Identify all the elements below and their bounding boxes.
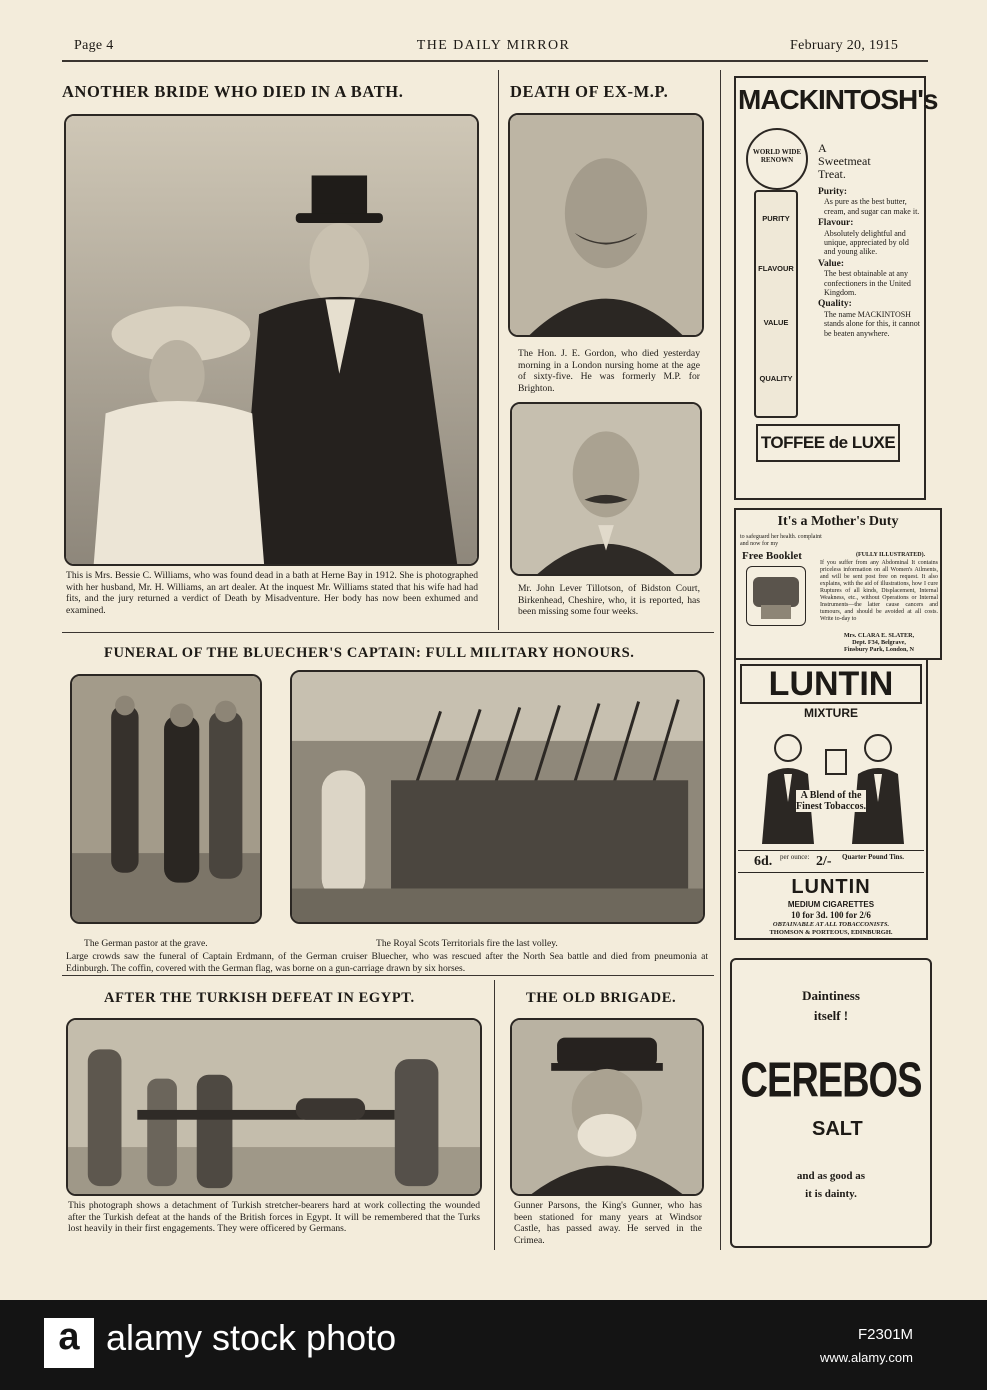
address-line: Dept. F34, Belgrave, xyxy=(852,639,906,646)
booklet-illustration xyxy=(746,566,806,626)
free-booklet: Free Booklet xyxy=(742,550,802,562)
ad-cerebos xyxy=(730,958,932,1248)
luntin-brand: LUNTIN xyxy=(740,664,922,704)
luntin-obtainable: OBTAINABLE AT ALL TOBACCONISTS. xyxy=(772,921,890,928)
address-line: Mrs. CLARA E. SLATER, xyxy=(843,632,915,639)
caption-gordon: The Hon. J. E. Gordon, who died yesterday morning in a London nursing home at the age of sixty-five. He was formerly M.P. for Brighton. xyxy=(518,348,700,394)
toffee-de-luxe-label: TOFFEE de LUXE xyxy=(756,424,900,462)
luntin-cigarettes-brand: LUNTIN xyxy=(791,876,871,898)
masthead-date: February 20, 1915 xyxy=(790,38,899,53)
caption-parsons: Gunner Parsons, the King's Gunner, who has been stationed for many years at Windsor Castle, has passed away. He served in the Crimea. xyxy=(514,1200,702,1246)
luntin-maker: THOMSON & PORTEOUS, EDINBURGH. xyxy=(769,929,893,936)
bride-photo xyxy=(64,114,479,566)
caption-tillotson: Mr. John Lever Tillotson, of Bidston Court, Birkenhead, Cheshire, who, it is reported, has been missing some four weeks. xyxy=(518,583,700,618)
mothers-duty-headline: It's a Mother's Duty xyxy=(777,514,899,529)
item-text: Absolutely delightful and unique, appreciated by old and young alike. xyxy=(824,228,909,257)
luntin-per-ounce: per ounce: xyxy=(780,853,810,861)
masthead-title: THE DAILY MIRROR xyxy=(416,38,571,53)
masthead-rule xyxy=(62,60,928,62)
luntin-mixture: MIXTURE xyxy=(804,706,858,720)
ad-luntin xyxy=(734,658,928,940)
caption-bride: This is Mrs. Bessie C. Williams, who was found dead in a bath at Herne Bay in 1912. She is photographed with her husband, Mr. H. Williams, an art dealer. At the inquest Mr. Williams stated that his wife had had fits, and the jury returned a verdict of Death by Misadventure. Her body has now been exhumed and examined. xyxy=(66,570,478,616)
mothers-duty-address xyxy=(820,632,938,653)
cerebos-salt: SALT xyxy=(812,1118,863,1140)
headline-funeral: FUNERAL OF THE BLUECHER'S CAPTAIN: FULL MILITARY HONOURS. xyxy=(104,645,635,661)
column-rule xyxy=(498,70,499,630)
luntin-price-2s: 2/- xyxy=(816,854,832,869)
item-title: Value: xyxy=(818,258,845,269)
luntin-rule xyxy=(738,872,924,873)
mackintosh-pillar xyxy=(754,190,798,418)
stretcher-photo xyxy=(66,1018,482,1196)
cerebos-brand: CEREBOS xyxy=(740,1053,922,1109)
mackintosh-items xyxy=(818,188,920,338)
ad-mackintosh xyxy=(734,76,938,500)
pillar-purity: PURITY xyxy=(762,214,790,223)
luntin-cigarettes-price: 10 for 3d. 100 for 2/6 xyxy=(791,910,871,920)
luntin-quarter: Quarter Pound Tins. xyxy=(842,853,905,861)
tagline-line: A xyxy=(818,141,827,155)
tagline-line: Sweetmeat xyxy=(818,154,871,168)
headline-ex-mp: DEATH OF EX-M.P. xyxy=(510,82,669,101)
item-title: Purity: xyxy=(818,187,848,197)
world-renown-badge: WORLD WIDE RENOWN xyxy=(746,128,808,190)
luntin-rule xyxy=(738,850,924,851)
item-text: The best obtainable at any confectioners in the United Kingdom. xyxy=(824,269,911,298)
column-rule xyxy=(494,980,495,1250)
section-rule xyxy=(62,632,714,633)
caption-pastor: The German pastor at the grave. xyxy=(84,938,208,949)
mackintosh-tagline xyxy=(818,142,871,181)
column-rule xyxy=(720,70,721,1250)
page-number: Page 4 xyxy=(74,38,114,53)
mothers-duty-body: If you suffer from any Abdominal It contains priceless information on all Women's Ailments, and will be sent post free on request. It also explains, with the aid of illustrations, how I cure Ruptures of all kinds, Displacement, Internal Weakness, etc., without Operations or Internal Instruments—the latter cause cancers and tumours, and should be avoided at all costs. Write to-day to xyxy=(820,560,938,622)
cerebos-daintiness: Daintiness xyxy=(802,988,860,1003)
pillar-value: VALUE xyxy=(763,318,789,327)
headline-old-brigade: THE OLD BRIGADE. xyxy=(526,990,677,1006)
parsons-photo xyxy=(510,1018,704,1196)
section-rule xyxy=(62,975,714,976)
luntin-cigarettes-sub: MEDIUM CIGARETTES xyxy=(787,900,875,909)
caption-egypt: This photograph shows a detachment of Turkish stretcher-bearers hard at work collecting the wounded after the Turkish defeat at the hands of the British forces in Egypt. It will be remembered that the Turks lost heavily in their first engagements. They were officered by Germans. xyxy=(68,1200,480,1235)
address-line: Finsbury Park, London, N xyxy=(844,646,914,653)
cerebos-good: and as good as xyxy=(796,1170,866,1182)
mackintosh-brand: MACKINTOSH's xyxy=(738,84,938,115)
pillar-flavour: FLAVOUR xyxy=(758,264,794,273)
luntin-blend: A Blend of the Finest Tobaccos. xyxy=(796,790,867,812)
headline-egypt: AFTER THE TURKISH DEFEAT IN EGYPT. xyxy=(104,990,415,1006)
alamy-logo-letter: a xyxy=(58,1316,80,1358)
ad-mothers-duty xyxy=(734,508,942,660)
pastor-photo xyxy=(70,674,262,924)
caption-funeral: Large crowds saw the funeral of Captain Erdmann, of the German cruiser Bluecher, who was rescued after the North Sea battle and died from pneumonia at Edinburgh. The coffin, covered with the German flag, was borne on a gun-carriage drawn by six horses. xyxy=(66,951,708,974)
image-id: F2301M xyxy=(858,1326,914,1343)
fully-illustrated: (FULLY ILLUSTRATED). xyxy=(856,552,926,558)
alamy-url: www.alamy.com xyxy=(820,1350,913,1365)
item-text: As pure as the best butter, cream, and sugar can make it. xyxy=(824,197,920,216)
tagline-line: Treat. xyxy=(818,167,846,181)
caption-volley: The Royal Scots Territorials fire the last volley. xyxy=(376,938,558,949)
volley-photo xyxy=(290,670,705,924)
item-text: The name MACKINTOSH stands alone for this, it cannot be beaten anywhere. xyxy=(824,309,920,338)
tillotson-photo xyxy=(510,402,702,576)
item-title: Quality: xyxy=(818,299,852,310)
cerebos-dainty: it is dainty. xyxy=(805,1188,857,1200)
gordon-photo xyxy=(508,113,704,337)
headline-bride: ANOTHER BRIDE WHO DIED IN A BATH. xyxy=(62,82,404,101)
pillar-quality: QUALITY xyxy=(759,374,793,383)
item-title: Flavour: xyxy=(818,218,854,229)
cerebos-itself: itself ! xyxy=(813,1008,849,1023)
mothers-duty-intro: to safeguard her health. complaint and now for my xyxy=(740,534,822,547)
alamy-brand: alamy stock photo xyxy=(106,1317,397,1358)
luntin-smokers-illustration xyxy=(744,724,922,844)
luntin-price-6d: 6d. xyxy=(754,854,773,869)
